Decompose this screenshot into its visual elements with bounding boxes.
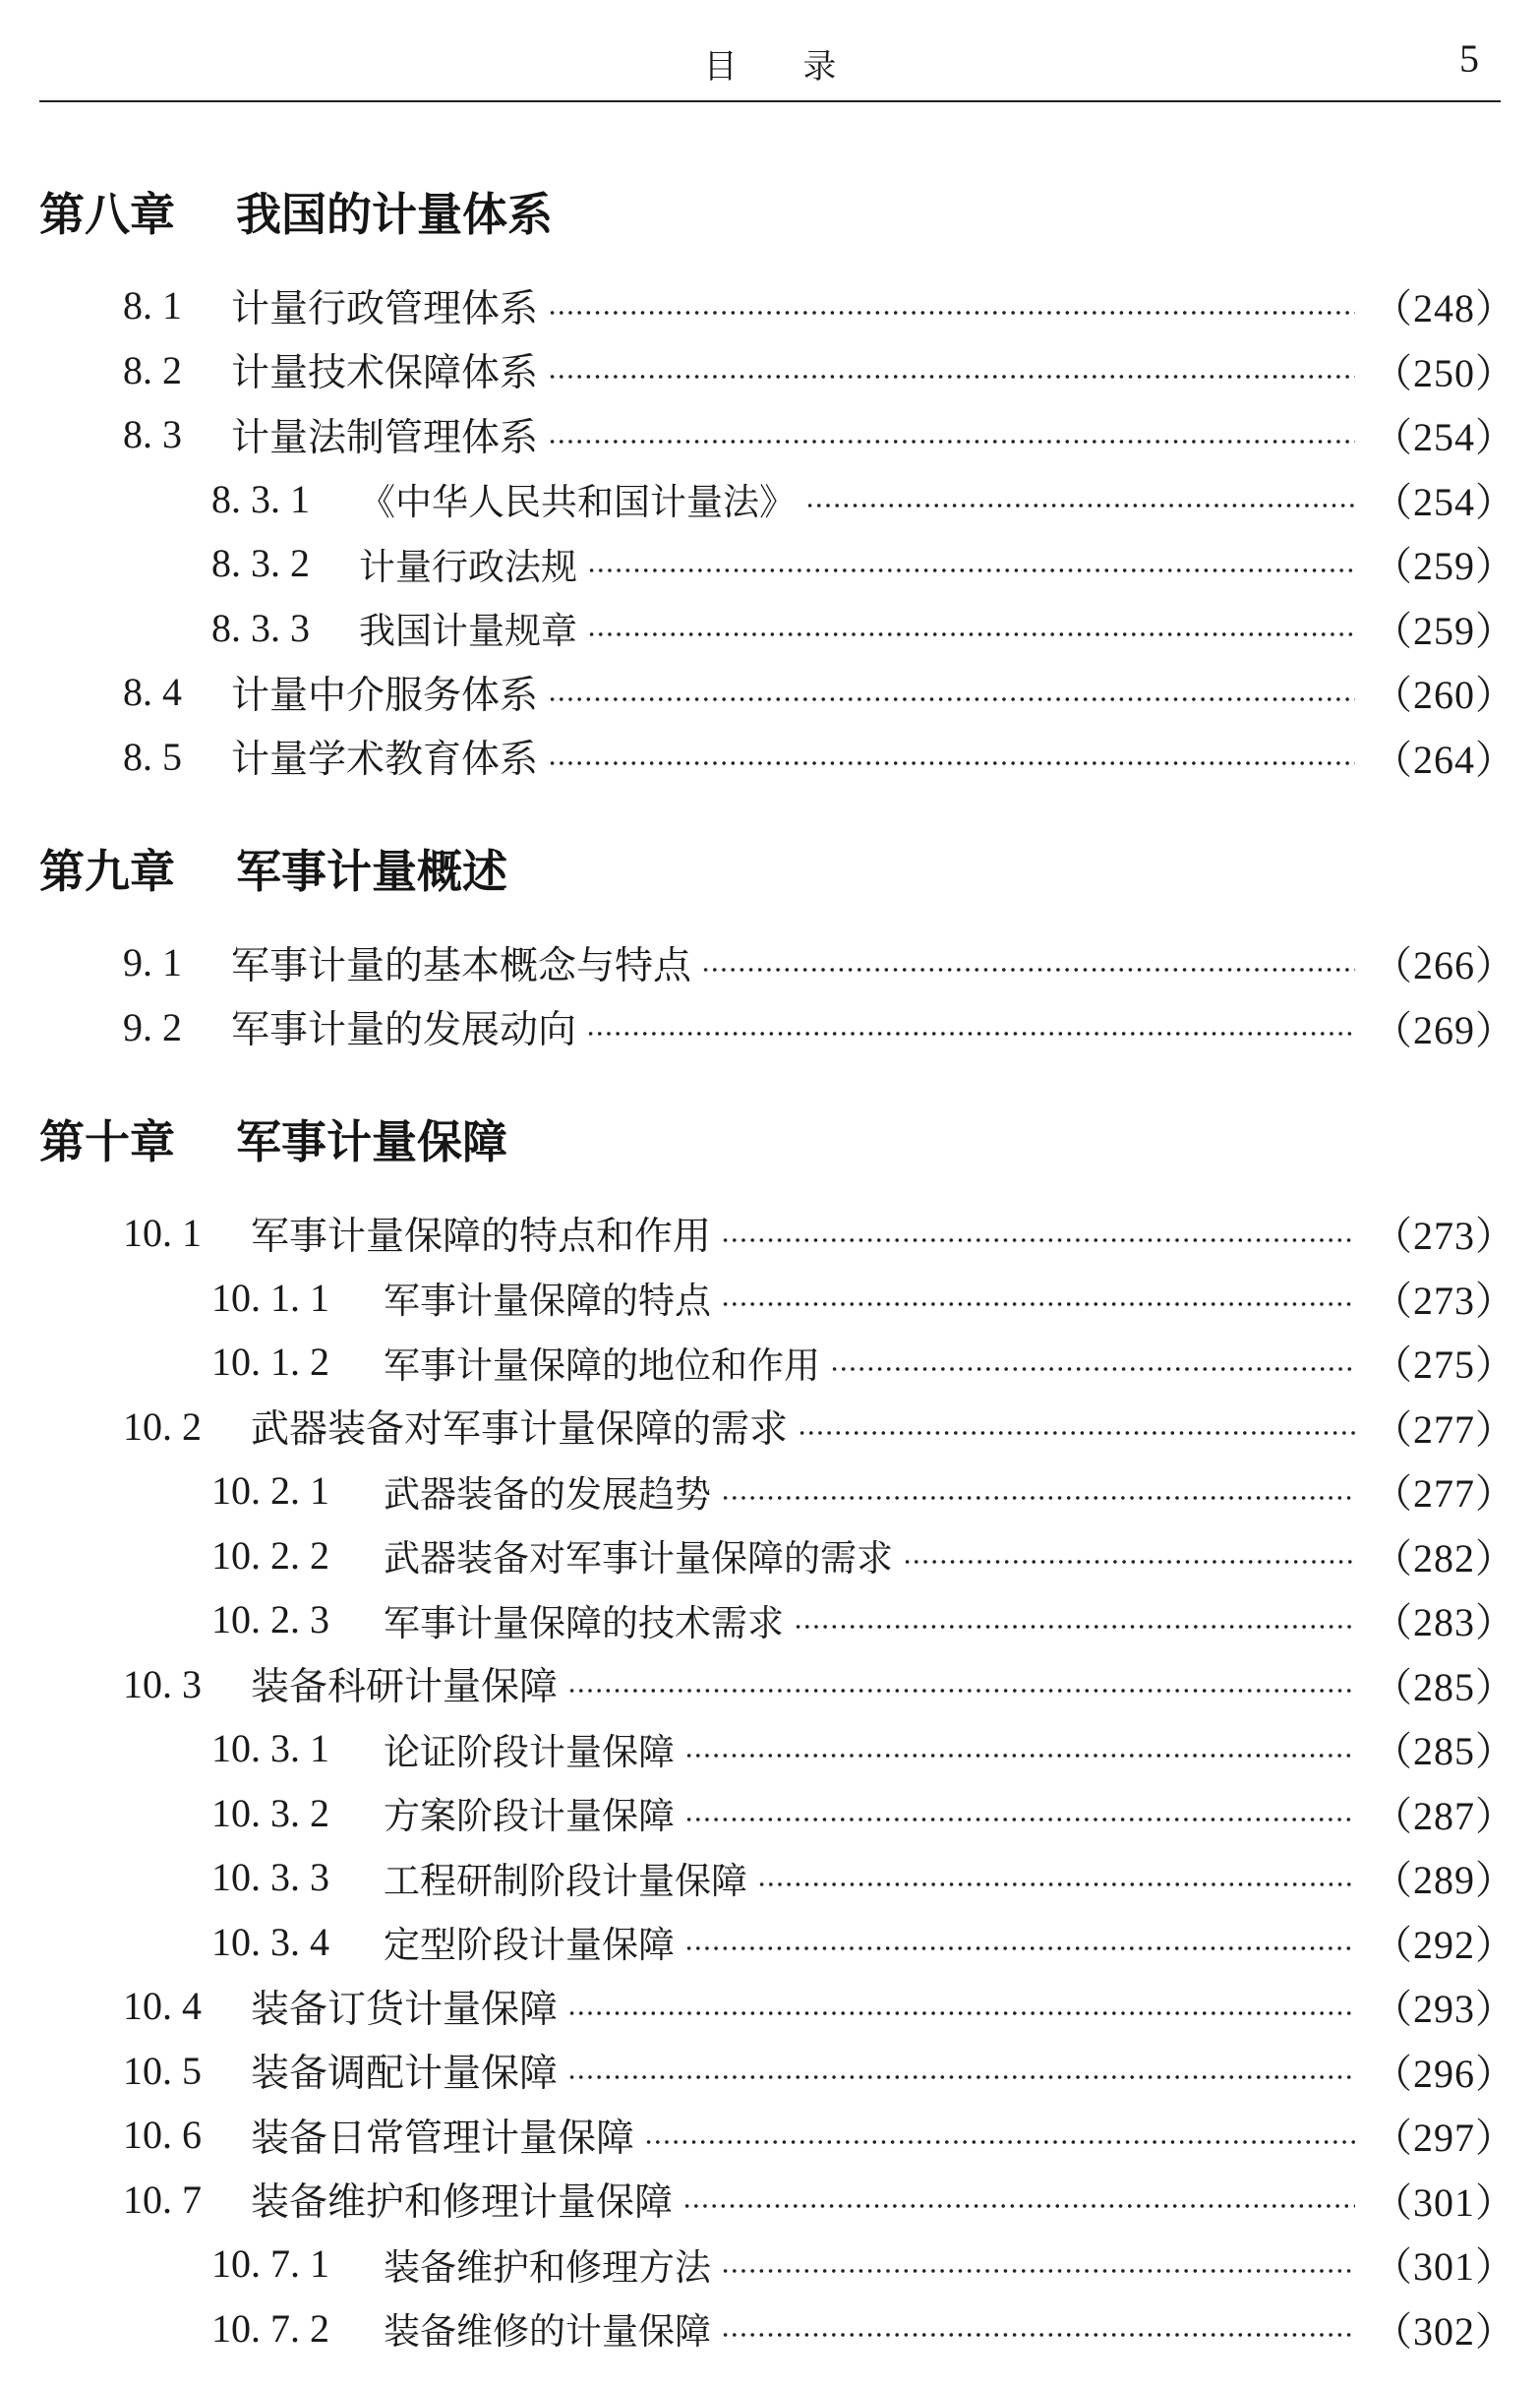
page-reference: （282）: [1373, 1535, 1515, 1581]
page-reference: （266）: [1373, 943, 1515, 988]
section-number: 10. 3. 1: [211, 1726, 329, 1771]
page-reference: （301）: [1373, 2179, 1515, 2225]
dot-leader: [721, 2265, 1355, 2277]
chapter-title: 军事计量概述: [236, 845, 507, 898]
dot-leader: [548, 371, 1355, 383]
section-number: 10. 2. 2: [211, 1532, 329, 1578]
chapter-heading[interactable]: [39, 157, 1501, 266]
dot-leader: [548, 693, 1355, 705]
toc-entry-list: [39, 923, 1515, 1059]
section-title: 方案阶段计量保障: [384, 1795, 675, 1838]
page-reference: （293）: [1373, 1987, 1515, 2032]
section-number: 8. 2: [123, 347, 182, 392]
section-title: 装备科研计量保障: [251, 1665, 559, 1710]
page-reference: （302）: [1373, 2308, 1515, 2354]
section-number: 8. 4: [123, 670, 182, 715]
page-reference: （287）: [1373, 1793, 1515, 1838]
dot-leader: [684, 1942, 1355, 1954]
page-reference: （292）: [1373, 1922, 1515, 1967]
toc-section-entry[interactable]: [39, 338, 1515, 403]
page-reference: （297）: [1373, 2116, 1515, 2161]
section-title: 装备维护和修理计量保障: [251, 2180, 674, 2226]
page-reference: （250）: [1373, 350, 1515, 395]
section-number: 10. 1. 1: [211, 1275, 329, 1320]
section-title: 我国计量规章: [359, 610, 577, 653]
toc-subsection-entry[interactable]: [39, 531, 1515, 596]
toc-section-entry[interactable]: [39, 1974, 1515, 2039]
page-reference: （273）: [1373, 1214, 1515, 1259]
toc-subsection-entry[interactable]: [39, 2297, 1515, 2361]
toc-entry-list: [39, 266, 1515, 789]
toc-subsection-entry[interactable]: [39, 1587, 1515, 1652]
section-number: 8. 3: [123, 412, 182, 457]
dot-leader: [701, 964, 1355, 976]
section-number: 10. 2. 1: [211, 1468, 329, 1514]
section-title: 军事计量保障的特点: [384, 1280, 711, 1323]
section-number: 10. 2. 3: [211, 1597, 329, 1642]
page-reference: （285）: [1373, 1729, 1515, 1774]
toc-subsection-entry[interactable]: [39, 1330, 1515, 1395]
toc-section-entry[interactable]: [39, 2039, 1515, 2104]
section-title: 装备维修的计量保障: [384, 2310, 711, 2354]
dot-leader: [721, 1234, 1355, 1246]
toc-section-entry[interactable]: [39, 2168, 1515, 2233]
dot-leader: [548, 757, 1355, 769]
section-title: 武器装备对军事计量保障的需求: [384, 1537, 893, 1581]
table-of-contents: [39, 157, 1515, 2386]
section-number: 10. 7. 1: [211, 2241, 329, 2287]
section-title: 军事计量的发展动向: [231, 1008, 577, 1053]
page-reference: （269）: [1373, 1007, 1515, 1052]
chapter-section: [39, 814, 1515, 1059]
section-title: 计量法制管理体系: [231, 415, 539, 460]
chapter-heading[interactable]: [39, 1085, 1501, 1193]
toc-section-entry[interactable]: [39, 725, 1515, 790]
chapter-number: 第八章: [39, 188, 175, 241]
dot-leader: [684, 1750, 1355, 1761]
section-number: 10. 3. 4: [211, 1919, 329, 1964]
dot-leader: [682, 2200, 1355, 2212]
section-number: 10. 4: [123, 1984, 202, 2029]
dot-leader: [586, 1028, 1355, 1040]
dot-leader: [805, 500, 1355, 511]
toc-section-entry[interactable]: [39, 402, 1515, 467]
page-reference: （273）: [1373, 1278, 1515, 1323]
section-number: 10. 3. 3: [211, 1855, 329, 1900]
toc-section-entry[interactable]: [39, 930, 1515, 995]
section-number: 10. 2: [123, 1403, 202, 1449]
page-reference: （254）: [1373, 479, 1515, 524]
page-reference: （301）: [1373, 2244, 1515, 2290]
dot-leader: [567, 1685, 1355, 1697]
section-title: 计量技术保障体系: [231, 351, 539, 396]
chapter-section: [39, 1085, 1515, 2360]
toc-section-entry[interactable]: [39, 660, 1515, 725]
toc-section-entry[interactable]: [39, 1395, 1515, 1460]
section-number: 8. 3. 2: [211, 541, 310, 586]
page-reference: （277）: [1373, 1471, 1515, 1517]
dot-leader: [903, 1556, 1355, 1568]
running-title: 目 录: [703, 47, 864, 87]
toc-subsection-entry[interactable]: [39, 1266, 1515, 1331]
toc-section-entry[interactable]: [39, 995, 1515, 1060]
section-title: 计量行政管理体系: [231, 286, 539, 331]
section-title: 计量中介服务体系: [231, 673, 539, 718]
dot-leader: [567, 2071, 1355, 2083]
toc-subsection-entry[interactable]: [39, 596, 1515, 661]
page-reference: （248）: [1373, 286, 1515, 331]
dot-leader: [587, 628, 1355, 640]
toc-entry-list: [39, 1193, 1515, 2360]
dot-leader: [567, 2007, 1355, 2019]
toc-subsection-entry[interactable]: [39, 1459, 1515, 1523]
page-reference: （283）: [1373, 1600, 1515, 1645]
toc-subsection-entry[interactable]: [39, 1716, 1515, 1781]
dot-leader: [830, 1363, 1355, 1375]
section-title: 军事计量的基本概念与特点: [231, 943, 692, 988]
section-title: 装备维护和修理方法: [384, 2245, 711, 2289]
page-reference: （275）: [1373, 1342, 1515, 1388]
page-reference: （296）: [1373, 2051, 1515, 2096]
dot-leader: [721, 1298, 1355, 1310]
section-title: 装备订货计量保障: [251, 1987, 559, 2032]
dot-leader: [721, 2329, 1355, 2341]
toc-section-entry[interactable]: [39, 1201, 1515, 1266]
section-title: 武器装备对军事计量保障的需求: [251, 1407, 789, 1453]
section-number: 10. 1: [123, 1211, 202, 1256]
chapter-heading[interactable]: [39, 814, 1501, 923]
toc-section-entry[interactable]: [39, 273, 1515, 338]
section-number: 9. 1: [123, 940, 182, 985]
dot-leader: [721, 1492, 1355, 1504]
dot-leader: [587, 565, 1355, 576]
section-number: 8. 1: [123, 283, 182, 328]
dot-leader: [644, 2136, 1355, 2148]
chapter-section: [39, 157, 1515, 789]
toc-subsection-entry[interactable]: [39, 2232, 1515, 2297]
section-number: 10. 7: [123, 2177, 202, 2222]
page-reference: （289）: [1373, 1858, 1515, 1903]
section-number: 10. 7. 2: [211, 2305, 329, 2351]
toc-subsection-entry[interactable]: [39, 1910, 1515, 1975]
chapter-number: 第十章: [39, 1115, 175, 1168]
section-number: 8. 5: [123, 734, 182, 779]
toc-subsection-entry[interactable]: [39, 1523, 1515, 1588]
chapter-number: 第九章: [39, 845, 175, 898]
section-title: 军事计量保障的特点和作用: [251, 1214, 712, 1259]
dot-leader: [798, 1427, 1355, 1439]
dot-leader: [548, 436, 1355, 447]
section-title: 《中华人民共和国计量法》: [359, 481, 796, 524]
toc-subsection-entry[interactable]: [39, 467, 1515, 532]
section-title: 装备日常管理计量保障: [251, 2116, 635, 2161]
toc-subsection-entry[interactable]: [39, 1845, 1515, 1910]
page-number: 5: [1459, 36, 1479, 81]
section-number: 10. 3. 2: [211, 1790, 329, 1835]
dot-leader: [684, 1814, 1355, 1825]
page-reference: （254）: [1373, 415, 1515, 460]
dot-leader: [548, 307, 1355, 319]
section-title: 军事计量保障的地位和作用: [384, 1343, 820, 1387]
section-number: 10. 1. 2: [211, 1340, 329, 1385]
section-title: 论证阶段计量保障: [384, 1730, 675, 1773]
section-title: 定型阶段计量保障: [384, 1924, 675, 1967]
page-reference: （277）: [1373, 1406, 1515, 1452]
section-number: 8. 3. 1: [211, 476, 310, 521]
section-title: 军事计量保障的技术需求: [384, 1601, 784, 1644]
section-title: 计量行政法规: [359, 545, 577, 588]
dot-leader: [794, 1621, 1355, 1633]
page-reference: （264）: [1373, 737, 1515, 782]
section-number: 10. 3: [123, 1661, 202, 1706]
toc-section-entry[interactable]: [39, 2103, 1515, 2168]
section-title: 计量学术教育体系: [231, 738, 539, 783]
section-number: 8. 3. 3: [211, 605, 310, 650]
page-reference: （260）: [1373, 673, 1515, 718]
section-number: 9. 2: [123, 1004, 182, 1049]
section-number: 10. 5: [123, 2048, 202, 2093]
page-reference: （259）: [1373, 608, 1515, 653]
section-number: 10. 6: [123, 2113, 202, 2158]
section-title: 工程研制阶段计量保障: [384, 1859, 747, 1902]
page-reference: （285）: [1373, 1664, 1515, 1709]
section-title: 武器装备的发展趋势: [384, 1472, 711, 1516]
running-header: [39, 30, 1501, 102]
section-title: 装备调配计量保障: [251, 2052, 559, 2097]
dot-leader: [757, 1879, 1355, 1890]
toc-section-entry[interactable]: [39, 1652, 1515, 1717]
page-reference: （259）: [1373, 544, 1515, 589]
chapter-title: 我国的计量体系: [236, 188, 553, 241]
toc-subsection-entry[interactable]: [39, 1781, 1515, 1846]
chapter-title: 军事计量保障: [236, 1115, 507, 1168]
